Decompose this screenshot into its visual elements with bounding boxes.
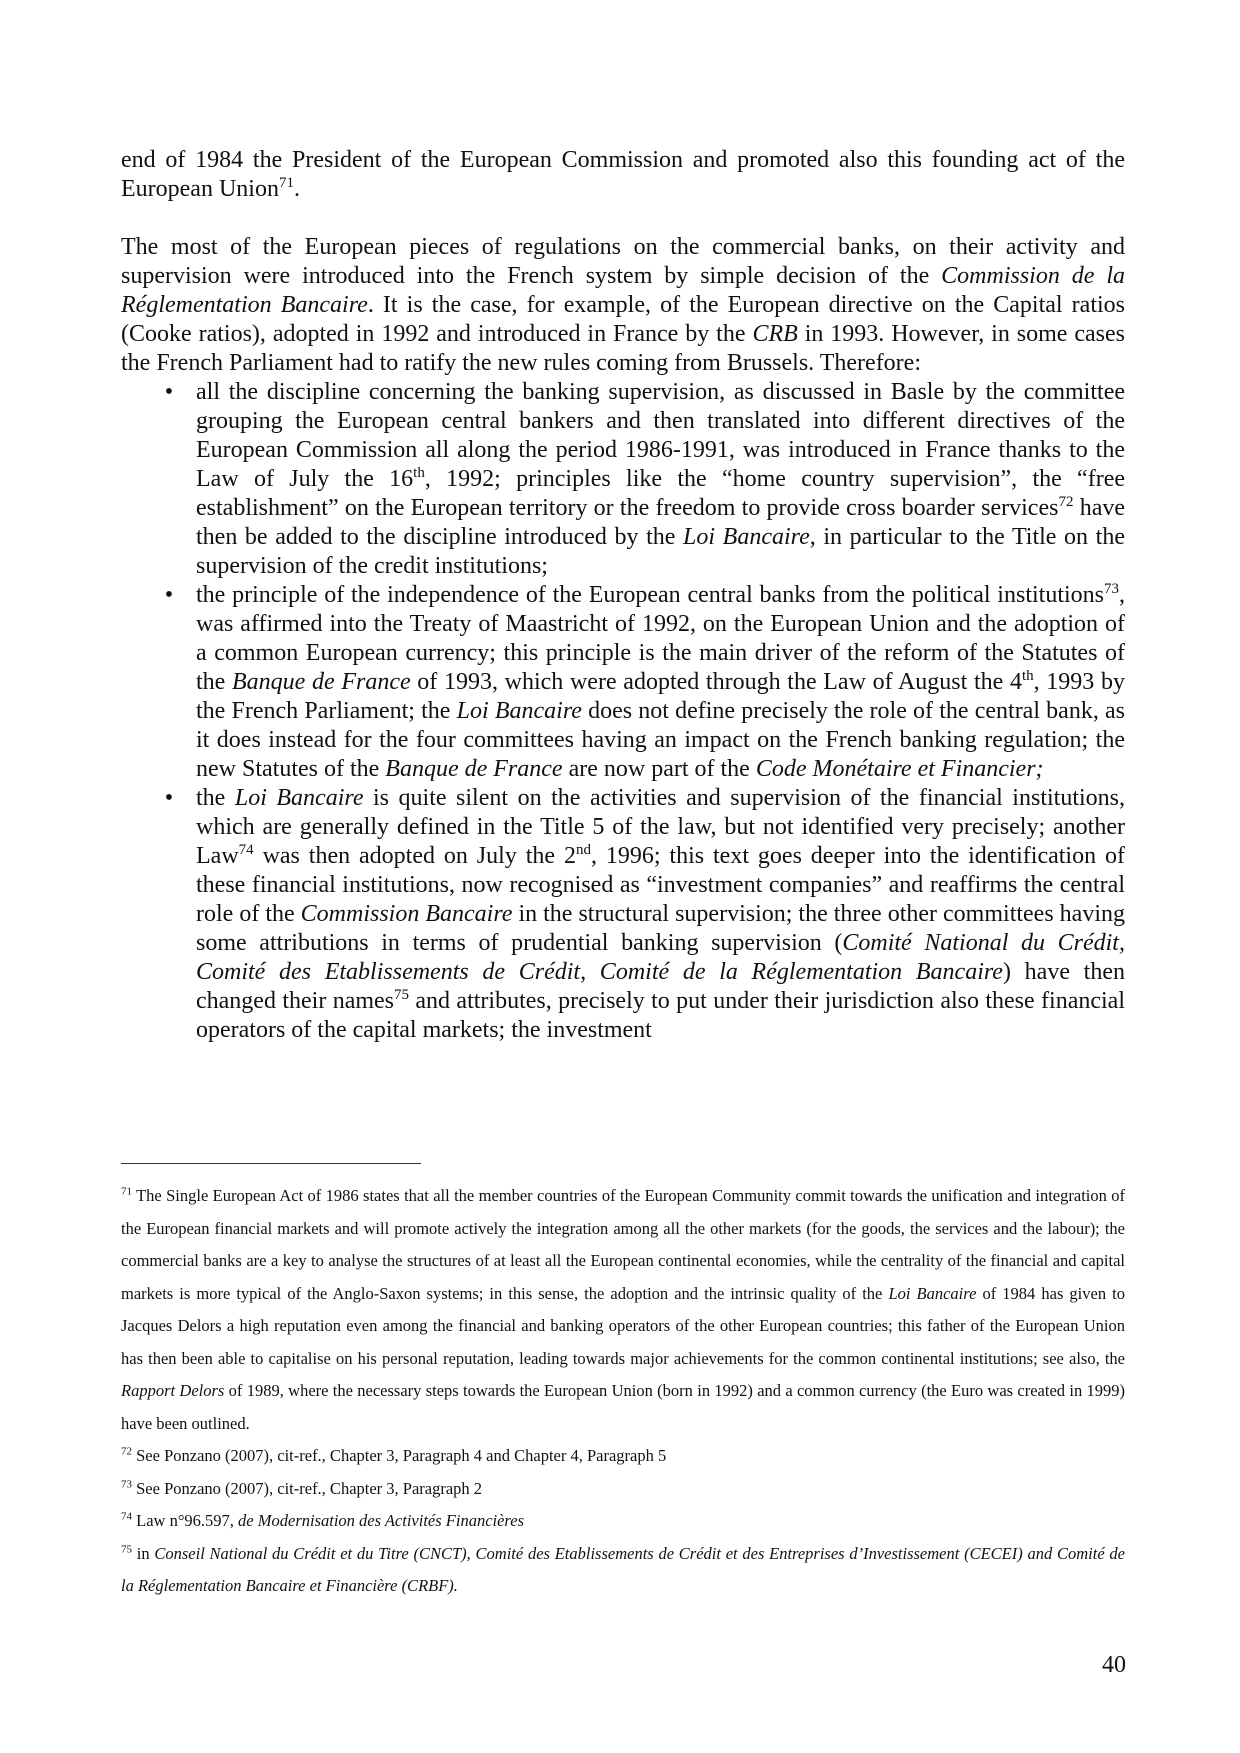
footnote-number: 72 — [121, 1445, 132, 1458]
bullet-icon: • — [164, 785, 174, 811]
text-run: The Single European Act of 1986 states that all the member countries of the European Community commit towards the unification and integration of the European financial markets and will promote actively the integration among all the other markets (for the goods, the services and the labour); the commercial banks are a key to analyse the structures of at least all the European continental economies, while the centrality of the financial and capital markets is more typical of the Anglo-Saxon systems; in this sense, the adoption and the intrinsic quality of the — [121, 1186, 1125, 1303]
text-run: the — [196, 785, 235, 811]
text-run: is quite silent on the activities and supervision of the financial institutions, which are generally defined in the Title 5 of the law, but not identified very precisely; another Law — [196, 785, 1125, 869]
text-run: The most of the European pieces of regulations on the commercial banks, on their activity and supervision were introduced into the French system by simple decision of the — [121, 234, 1125, 289]
italic-term: Rapport Delors — [121, 1381, 225, 1400]
footnote-72 — [121, 1440, 1125, 1473]
footnote-ref-72[interactable]: 72 — [1058, 494, 1074, 510]
text-run: See Ponzano (2007), cit-ref., Chapter 3, Paragraph 2 — [132, 1478, 483, 1498]
footnote-ref-75[interactable]: 75 — [394, 987, 410, 1003]
paragraph-gap — [121, 204, 1125, 233]
footnote-74 — [121, 1505, 1125, 1538]
italic-term: de Modernisation des Activités Financières — [238, 1511, 524, 1530]
text-run: the principle of the independence of the European central banks from the political institutions — [196, 582, 1104, 608]
italic-term: Code Monétaire et Financier; — [755, 756, 1044, 782]
italic-term: Loi Bancaire — [888, 1283, 977, 1303]
text-run: of 1989, where the necessary steps towards the European Union (born in 1992) and a common currency (the Euro was created in 1999) have been outlined. — [121, 1381, 1126, 1433]
text-run: end of 1984 the President of the European Commission and promoted also this founding act of the European Union — [121, 147, 1125, 202]
text-run: of 1984 has given to Jacques Delors a high reputation even among the financial and banking operators of the other European countries; this father of the European Union has then been able to capitalise on his personal reputation, leading towards major achievements for the common continental institutions; see also, the — [121, 1283, 1125, 1368]
page-number: 40 — [1102, 1652, 1126, 1678]
footnotes-section — [121, 1163, 1125, 1603]
italic-term: Loi Bancaire — [683, 524, 810, 550]
text-run: . — [293, 176, 300, 202]
bullet-item-2 — [121, 581, 1125, 784]
footnote-73 — [121, 1473, 1125, 1506]
footnote-ref-74[interactable]: 74 — [238, 842, 254, 858]
ordinal-suffix: nd — [575, 842, 591, 858]
text-run: in 1993. However, in some cases the French Parliament had to ratify the new rules coming from Brussels. Therefore: — [121, 321, 1125, 376]
ordinal-suffix: th — [413, 465, 425, 481]
bullet-list — [121, 378, 1125, 1045]
bullet-item-3 — [121, 784, 1125, 1045]
paragraph-2 — [121, 233, 1125, 378]
italic-term: Banque de France — [385, 756, 563, 782]
italic-term: Loi Bancaire — [234, 785, 364, 811]
footnote-75 — [121, 1538, 1125, 1603]
text-run: of 1993, which were adopted through the Law of August the 4 — [410, 669, 1022, 695]
text-run: , 1992; principles like the “home country supervision”, the “free establishment” on the European territory or the freedom to provide cross boarder services — [196, 466, 1126, 521]
text-run: in the structural supervision; the three other committees having some attributions in terms of prudential banking supervision ( — [196, 901, 1125, 956]
italic-term: Conseil National du Crédit et du Titre (CNCT), Comité des Etablissements de Crédit et des Entreprises d’Investissement (CECEI) and Comité de la Réglementation Bancaire et Financière (CRBF). — [121, 1543, 1125, 1595]
text-run: , was affirmed into the Treaty of Maastricht of 1992, on the European Union and the adoption of a common European currency; this principle is the main driver of the reform of the Statutes of the — [196, 582, 1125, 695]
text-run: are now part of the — [562, 756, 756, 782]
italic-term: Commission de la Réglementation Bancaire — [121, 263, 1125, 318]
text-run: was then adopted on July the 2 — [253, 843, 576, 869]
footnote-number: 75 — [121, 1543, 132, 1555]
text-run: , 1996; this text goes deeper into the identification of these financial institutions, now recognised as “investment companies” and reaffirms the central role of the — [196, 843, 1125, 927]
footnote-separator — [121, 1163, 421, 1164]
paragraph-1 — [121, 146, 1125, 204]
footnote-number: 74 — [121, 1510, 132, 1523]
italic-term: Comité National du Crédit, Comité des Etablissements de Crédit, Comité de la Réglementation Bancaire — [196, 930, 1125, 985]
italic-term: Commission Bancaire — [300, 901, 513, 927]
bullet-icon: • — [164, 379, 174, 405]
text-run: does not define precisely the role of the central bank, as it does instead for the four committees having an impact on the French banking regulation; the new Statutes of the — [196, 698, 1126, 782]
text-run: Law n°96.597, — [132, 1511, 239, 1530]
body-text — [121, 146, 1125, 1045]
bullet-icon: • — [164, 582, 174, 608]
text-run: ) have then changed their names — [196, 959, 1125, 1014]
text-run: , in particular to the Title on the supervision of the credit institutions; — [196, 524, 1125, 579]
italic-term: Loi Bancaire — [456, 698, 582, 724]
text-run: and attributes, precisely to put under their jurisdiction also these financial operators of the capital markets; the investment — [196, 988, 1126, 1043]
footnote-ref-71[interactable]: 71 — [278, 175, 294, 191]
ordinal-suffix: th — [1021, 668, 1034, 684]
bullet-item-1 — [121, 378, 1125, 581]
footnote-number: 71 — [121, 1185, 132, 1198]
text-run: in — [132, 1543, 155, 1563]
text-run: have then be added to the discipline introduced by the — [196, 495, 1126, 550]
footnote-ref-73[interactable]: 73 — [1104, 581, 1119, 597]
italic-term: Banque de France — [232, 669, 411, 695]
footnote-71 — [121, 1180, 1125, 1440]
text-run: See Ponzano (2007), cit-ref., Chapter 3, Paragraph 4 and Chapter 4, Paragraph 5 — [132, 1446, 667, 1465]
footnote-number: 73 — [121, 1478, 132, 1490]
text-run: all the discipline concerning the banking supervision, as discussed in Basle by the committee grouping the European central bankers and then translated into different directives of the European Commission all along the period 1986-1991, was introduced in France thanks to the Law of July the 16 — [196, 379, 1125, 492]
text-run: . It is the case, for example, of the European directive on the Capital ratios (Cooke ratios), adopted in 1992 and introduced in France by the — [121, 292, 1125, 347]
text-run: , 1993 by the French Parliament; the — [196, 669, 1125, 724]
italic-term: CRB — [752, 321, 798, 347]
